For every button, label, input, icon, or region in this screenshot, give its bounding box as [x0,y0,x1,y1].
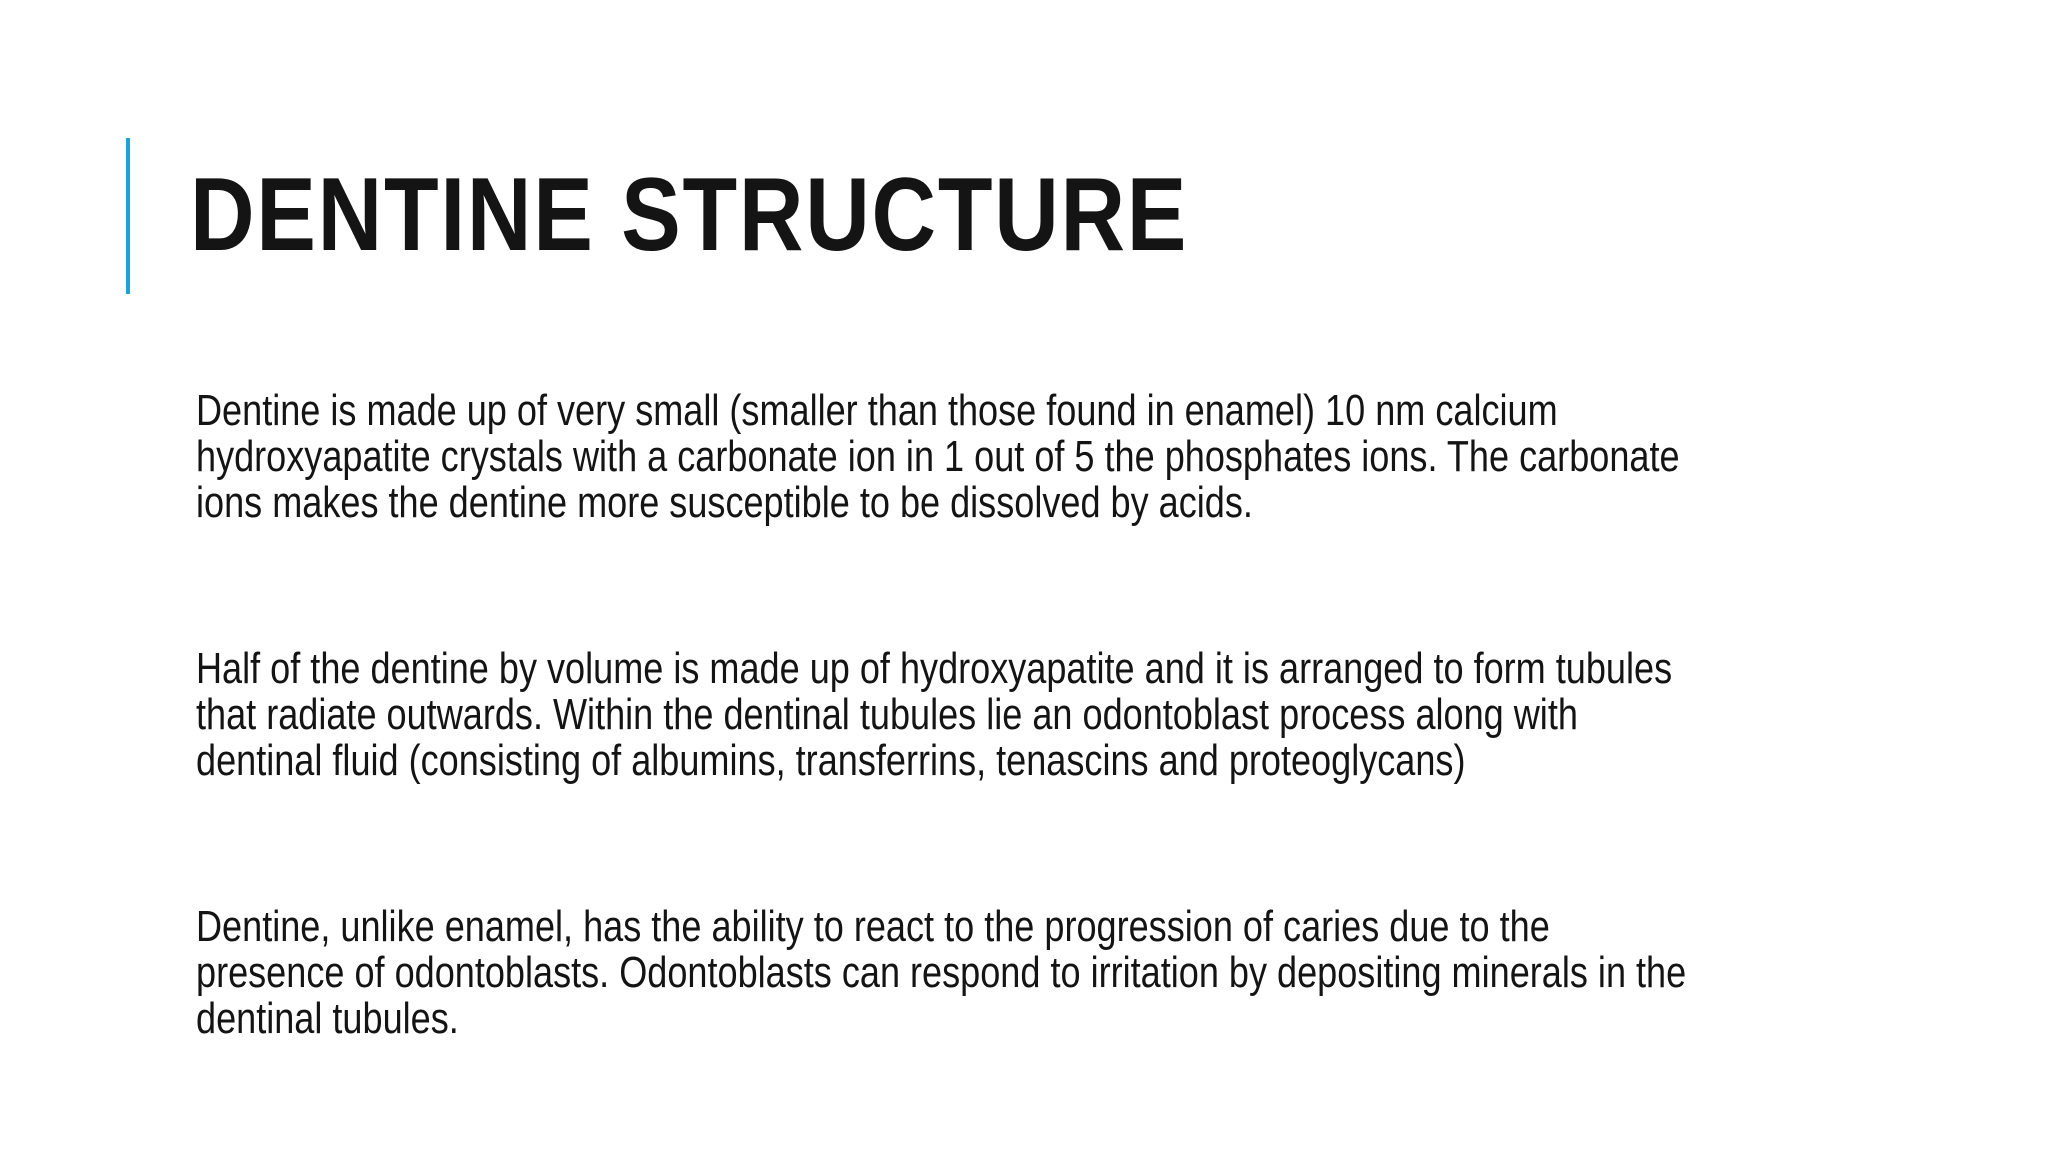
slide-title: DENTINE STRUCTURE [190,157,1189,273]
paragraph-line: that radiate outwards. Within the dentinal tubules lie an odontoblast process along with [196,690,1578,739]
paragraph-line: ions makes the dentine more susceptible to be dissolved by acids. [196,478,1253,527]
paragraph-line: Dentine is made up of very small (smaller than those found in enamel) 10 nm calcium [196,386,1558,435]
paragraph-line: dentinal fluid (consisting of albumins, transferrins, tenascins and proteoglycans) [196,736,1466,785]
paragraph-line: dentinal tubules. [196,994,459,1043]
paragraph-line: Half of the dentine by volume is made up of hydroxyapatite and it is arranged to form tubules [196,644,1673,693]
paragraph-dentine-composition [196,388,1918,526]
paragraph-dentine-tubules [196,646,1918,784]
paragraph-line: hydroxyapatite crystals with a carbonate ion in 1 out of 5 the phosphates ions. The carbonate [196,432,1680,481]
paragraph-dentine-caries-response [196,904,1918,1042]
slide-body [196,388,1918,1042]
title-accent-bar [126,138,130,294]
paragraph-line: presence of odontoblasts. Odontoblasts can respond to irritation by depositing minerals in the [196,948,1687,997]
paragraph-line: Dentine, unlike enamel, has the ability to react to the progression of caries due to the [196,902,1550,951]
